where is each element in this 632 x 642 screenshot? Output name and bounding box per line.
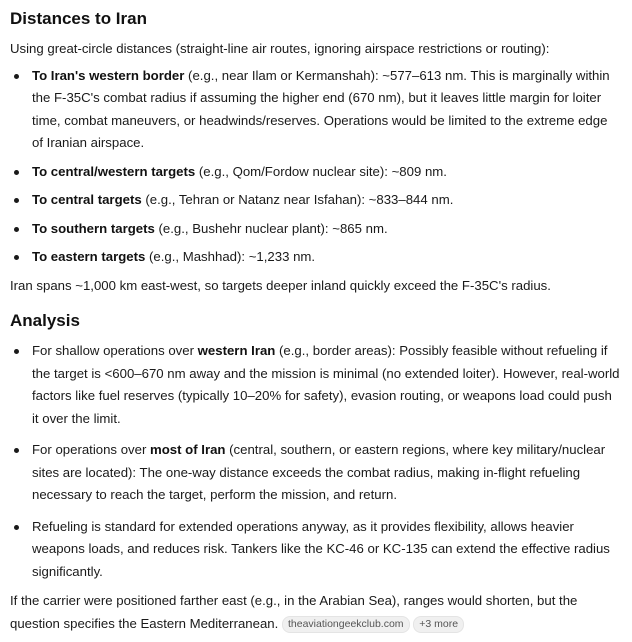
list-item: [10, 246, 622, 269]
section-heading-analysis: Analysis: [10, 311, 80, 330]
list-item-text: (e.g., Qom/Fordow nuclear site): ~809 nm.: [195, 163, 447, 179]
closing-paragraph: [10, 590, 622, 635]
list-item-text: For shallow operations over: [32, 343, 198, 358]
source-chip[interactable]: theaviationgeekclub.com: [282, 616, 410, 633]
list-item-text: (e.g., border areas): Possibly feasible without refueling if the target is <600–670 nm away and the mission is minimal (no extended loiter). However, real-world factors like fuel reserves (typically 10–20% for safety), evasion routing, or weapons load could push it over the limit.: [32, 343, 620, 426]
list-item-text: (e.g., Bushehr nuclear plant): ~865 nm.: [154, 220, 388, 236]
list-item-text: (central, southern, or eastern regions, where key military/nuclear sites are located): The one-way distance exceeds the combat radius, making in-flight refueling necessary to reach the target, perform the mission, and return.: [32, 442, 606, 502]
list-item-bold: To central/western targets: [32, 163, 196, 179]
list-item: [10, 161, 622, 184]
list-item-bold: western Iran: [197, 343, 276, 358]
list-item-bold: To central targets: [32, 192, 142, 207]
list-item-text: For operations over: [32, 442, 151, 457]
list-item-text: Refueling is standard for extended operations anyway, as it provides flexibility, allows heavier weapons loads, and reduces risk. Tankers like the KC-46 or KC-135 can extend the effective radius significantly.: [32, 518, 610, 579]
distances-list: [10, 65, 622, 269]
distances-intro: Using great-circle distances (straight-line air routes, ignoring airspace restrictions or routing):: [10, 41, 550, 56]
list-item-bold: most of Iran: [150, 442, 226, 457]
list-item-bold: To southern targets: [32, 220, 155, 236]
list-item: [10, 65, 622, 155]
list-item-bold: To eastern targets: [32, 249, 146, 264]
more-sources-chip[interactable]: +3 more: [413, 616, 464, 633]
analysis-list: [10, 340, 622, 583]
list-item: [10, 340, 622, 430]
section-heading-distances: Distances to Iran: [10, 9, 147, 28]
list-item-text: (e.g., Mashhad): ~1,233 nm.: [145, 249, 316, 264]
list-item: [10, 516, 622, 584]
list-item: [10, 189, 622, 212]
closing-text: If the carrier were positioned farther east (e.g., in the Arabian Sea), ranges would shorten, but the question specifies the Eastern Mediterranean.: [10, 593, 578, 631]
distances-note: Iran spans ~1,000 km east-west, so targets deeper inland quickly exceed the F-35C's radius.: [10, 277, 551, 293]
list-item: [10, 218, 622, 241]
list-item-text: (e.g., near Ilam or Kermanshah): ~577–613 nm. This is marginally within the F-35C's combat radius if assuming the higher end (670 nm), but it leaves little margin for loiter time, combat maneuvers, or headwinds/reserves. Operations would be limited to the extreme edge of Iranian airspace.: [32, 67, 610, 150]
list-item-text: (e.g., Tehran or Natanz near Isfahan): ~833–844 nm.: [141, 192, 454, 207]
list-item: [10, 439, 622, 507]
list-item-bold: To Iran's western border: [32, 67, 185, 83]
